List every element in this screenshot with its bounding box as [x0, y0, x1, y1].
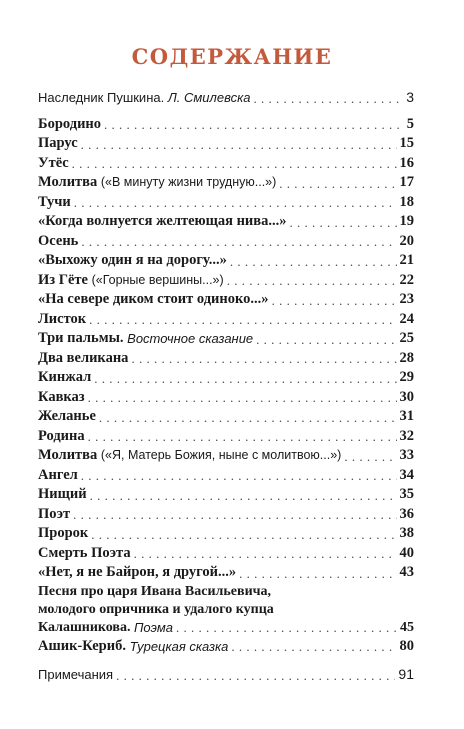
- toc-entry[interactable]: [38, 368, 414, 388]
- dot-leader: [134, 548, 397, 563]
- page-number: 34: [399, 466, 414, 483]
- entry-note: Восточное сказание: [127, 331, 254, 346]
- entry-title: Тучи: [38, 193, 71, 210]
- page-number: 24: [399, 310, 414, 327]
- page-number: 16: [399, 154, 414, 171]
- toc-entry[interactable]: [38, 173, 414, 193]
- toc-entry[interactable]: [38, 544, 414, 564]
- toc-entry[interactable]: [38, 563, 414, 583]
- toc-entry[interactable]: [38, 154, 414, 174]
- dot-leader: [81, 470, 397, 485]
- page-number: 23: [399, 291, 414, 307]
- entry-title: Поэт: [38, 505, 71, 522]
- toc-entry-ashik[interactable]: [38, 637, 414, 657]
- toc-entry[interactable]: [38, 446, 414, 466]
- toc-entry[interactable]: [38, 232, 414, 252]
- dot-leader: [91, 529, 396, 544]
- toc-entry[interactable]: [38, 407, 414, 427]
- dot-leader: [88, 392, 397, 407]
- toc-entry[interactable]: [38, 290, 414, 310]
- entry-title: Из Гёте: [38, 271, 88, 288]
- page-number: 31: [399, 408, 414, 424]
- dot-leader: [73, 509, 396, 524]
- entry-title: Листок: [38, 310, 87, 327]
- entry-title-line-2: молодого опричника и удалого купца: [38, 601, 274, 617]
- toc-entry[interactable]: [38, 310, 414, 330]
- toc-poem-list: [38, 115, 414, 657]
- dot-leader: [89, 314, 396, 329]
- entry-title: Ашик-Кериб.: [38, 637, 126, 654]
- toc-entry[interactable]: [38, 388, 414, 408]
- page-number: 43: [399, 564, 414, 580]
- toc-entry-song[interactable]: [38, 583, 414, 637]
- entry-title: Кинжал: [38, 369, 92, 385]
- entry-title: Утёс: [38, 154, 69, 171]
- dot-leader: [81, 236, 396, 251]
- entry-title: Парус: [38, 135, 78, 151]
- page-title: СОДЕРЖАНИЕ: [131, 44, 333, 69]
- page-number: 35: [399, 486, 414, 502]
- entry-title: Наследник Пушкина.: [38, 90, 165, 105]
- toc-entry[interactable]: [38, 427, 414, 447]
- toc-entry[interactable]: [38, 485, 414, 505]
- dot-leader: [279, 178, 396, 193]
- dot-leader: [131, 353, 396, 368]
- toc-entry[interactable]: [38, 212, 414, 232]
- dot-leader: [81, 139, 397, 154]
- entry-subtitle: («Я, Матерь Божия, ныне с молитвою...»): [100, 448, 342, 462]
- entry-title: «На севере диком стоит одиноко...»: [38, 291, 269, 307]
- toc-entry[interactable]: [38, 134, 414, 154]
- dot-leader: [227, 275, 397, 290]
- dot-leader: [104, 119, 404, 134]
- entry-title: Нищий: [38, 486, 87, 502]
- dot-leader: [72, 158, 397, 173]
- entry-title: Бородино: [38, 115, 102, 132]
- toc-entry[interactable]: [38, 505, 414, 525]
- page-number: 28: [399, 349, 414, 366]
- page-number: 33: [399, 447, 414, 463]
- dot-leader: [94, 373, 396, 388]
- dot-leader: [256, 334, 396, 349]
- page-number: 36: [399, 505, 414, 522]
- toc-entry[interactable]: [38, 466, 414, 486]
- dot-leader: [90, 490, 397, 505]
- entry-title: «Выхожу один я на дорогу...»: [38, 252, 227, 268]
- toc-entry[interactable]: [38, 524, 414, 544]
- page-number: 29: [399, 369, 414, 385]
- entry-title: Примечания: [38, 667, 114, 682]
- toc-entry[interactable]: [38, 251, 414, 271]
- entry-title: Осень: [38, 232, 79, 249]
- dot-leader: [253, 93, 403, 108]
- dot-leader: [88, 431, 397, 446]
- entry-author: Л. Смилевска: [167, 90, 251, 105]
- entry-title: Три пальмы.: [38, 330, 124, 346]
- toc-entry[interactable]: [38, 329, 414, 349]
- page-number: 32: [399, 427, 414, 444]
- dot-leader: [344, 451, 396, 466]
- dot-leader: [116, 670, 395, 685]
- page-number: 40: [399, 544, 414, 561]
- dot-leader: [290, 217, 397, 232]
- dot-leader: [99, 412, 397, 427]
- toc-entry-intro[interactable]: [38, 88, 414, 108]
- entry-title: Ангел: [38, 466, 78, 483]
- page-number: 38: [399, 525, 414, 541]
- entry-title: «Нет, я не Байрон, я другой...»: [38, 564, 237, 580]
- dot-leader: [176, 622, 397, 637]
- entry-title: Желанье: [38, 408, 96, 424]
- dot-leader: [230, 256, 397, 271]
- page-number: 25: [399, 330, 414, 346]
- toc-entry[interactable]: [38, 271, 414, 291]
- page-number: 19: [399, 213, 414, 229]
- page-number: 18: [399, 193, 414, 210]
- page-number: 21: [399, 252, 414, 268]
- page-number: 22: [399, 271, 414, 288]
- toc-entry[interactable]: [38, 115, 414, 135]
- entry-title: Калашникова.: [38, 619, 131, 635]
- page-number: 20: [399, 232, 414, 249]
- dot-leader: [74, 197, 397, 212]
- dot-leader: [239, 568, 396, 583]
- entry-title-line-3: [38, 619, 414, 637]
- dot-leader: [272, 295, 397, 310]
- entry-title: Родина: [38, 427, 85, 444]
- page-number: 17: [399, 174, 414, 190]
- page-number: 3: [406, 89, 414, 105]
- entry-title: Молитва: [38, 174, 98, 190]
- entry-title: Пророк: [38, 525, 89, 541]
- page-number: 30: [399, 388, 414, 405]
- page-number: 91: [398, 666, 414, 682]
- page-number: 5: [406, 115, 414, 132]
- page-number: 45: [400, 619, 414, 635]
- toc-entry-notes[interactable]: [38, 665, 414, 685]
- entry-subtitle: («В минуту жизни трудную...»): [100, 175, 277, 189]
- entry-title-line-1: Песня про царя Ивана Васильевича,: [38, 583, 272, 599]
- entry-title: «Когда волнуется желтеющая нива...»: [38, 213, 287, 229]
- entry-title: Кавказ: [38, 388, 85, 405]
- dot-leader: [231, 641, 396, 656]
- table-of-contents: [38, 88, 414, 685]
- entry-title: Два великана: [38, 349, 129, 366]
- entry-title: Молитва: [38, 447, 98, 463]
- entry-title: Смерть Поэта: [38, 544, 131, 561]
- toc-entry[interactable]: [38, 193, 414, 213]
- toc-entry[interactable]: [38, 349, 414, 369]
- entry-note: Турецкая сказка: [129, 638, 229, 654]
- entry-note: Поэма: [134, 619, 174, 635]
- page-number: 80: [399, 637, 414, 654]
- entry-subtitle: («Горные вершины...»): [91, 272, 224, 287]
- page-number: 15: [399, 135, 414, 151]
